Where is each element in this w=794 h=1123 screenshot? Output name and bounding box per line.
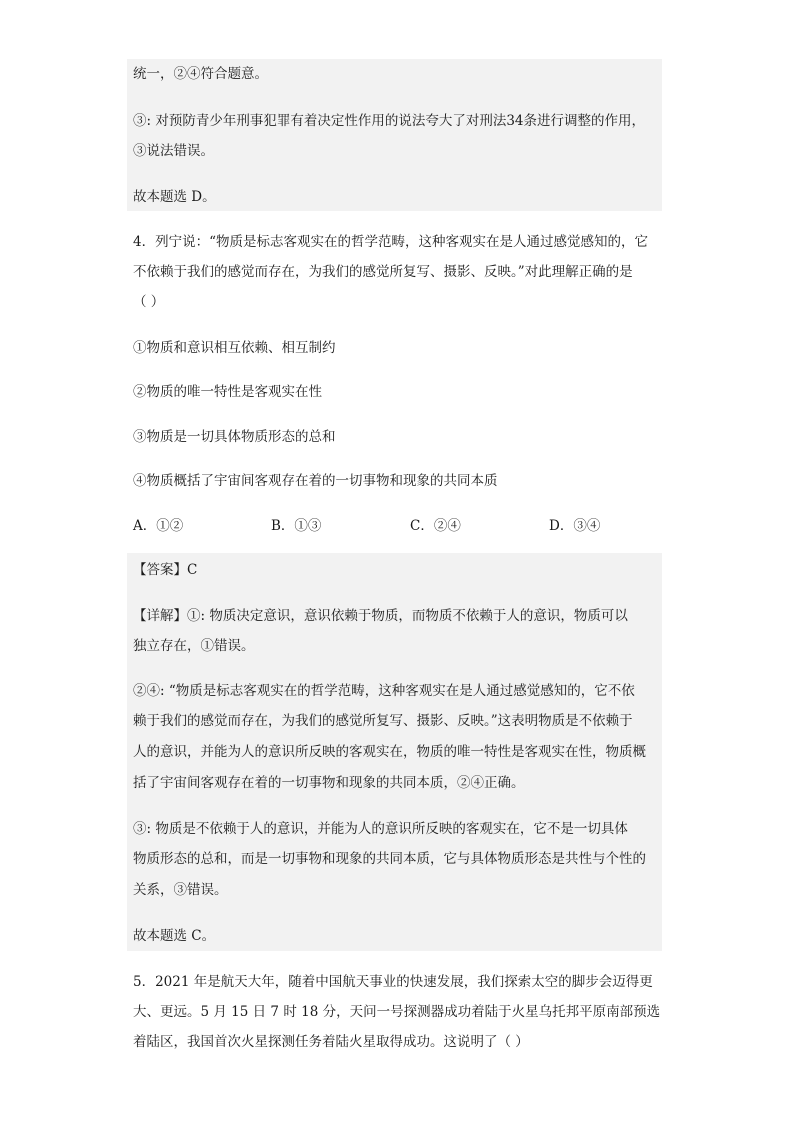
q4-stem-line-3: （ ） bbox=[133, 294, 165, 310]
q5-stem-line-3: 着陆区，我国首次火星探测任务着陆火星取得成功。这说明了（ ） bbox=[133, 1034, 529, 1050]
q4-detail-line-3: ②④: “物质是标志客观实在的哲学范畴，这种客观实在是人通过感觉感知的，它不依 bbox=[133, 683, 635, 699]
prev-answer-line-1: 统一，②④符合题意。 bbox=[133, 66, 268, 82]
q5-stem-line-1: 5．2021 年是航天大年，随着中国航天事业的快速发展，我们探索太空的脚步会迈得更 bbox=[133, 974, 653, 990]
q4-statement-1: ①物质和意识相互依赖、相互制约 bbox=[133, 340, 336, 356]
q4-detail-line-4: 赖于我们的感觉而存在，为我们的感觉所复写、摄影、反映。”这表明物质是不依赖于 bbox=[133, 713, 633, 729]
q4-stem-line-1: 4．列宁说：“物质是标志客观实在的哲学范畴，这种客观实在是人通过感觉感知的，它 bbox=[133, 234, 648, 250]
q4-statement-4: ④物质概括了宇宙间客观存在着的一切事物和现象的共同本质 bbox=[133, 473, 498, 489]
q4-statement-3: ③物质是一切具体物质形态的总和 bbox=[133, 429, 336, 445]
q4-detail-line-7: ③: 物质是不依赖于人的意识，并能为人的意识所反映的客观实在，它不是一切具体 bbox=[133, 821, 628, 837]
q4-statement-2: ②物质的唯一特性是客观实在性 bbox=[133, 384, 322, 400]
q4-conclusion: 故本题选 C。 bbox=[133, 928, 216, 944]
q4-answer: 【答案】C bbox=[133, 562, 198, 578]
q4-detail-line-6: 括了宇宙间客观存在着的一切事物和现象的共同本质，②④正确。 bbox=[133, 775, 525, 791]
prev-answer-conclusion: 故本题选 D。 bbox=[133, 189, 216, 205]
q4-detail-line-2: 独立存在，①错误。 bbox=[133, 638, 255, 654]
prev-answer-line-2: ③: 对预防青少年刑事犯罪有着决定性作用的说法夸大了对刑法34条进行调整的作用， bbox=[133, 113, 646, 129]
q4-detail-line-8: 物质形态的总和，而是一切事物和现象的共同本质，它与具体物质形态是共性与个性的 bbox=[133, 851, 646, 867]
q4-option-b: B．①③ bbox=[271, 518, 322, 534]
q4-detail-line-1: 【详解】①: 物质决定意识，意识依赖于物质，而物质不依赖于人的意识，物质可以 bbox=[133, 608, 628, 624]
q4-option-a: A．①② bbox=[133, 518, 184, 534]
q4-option-d: D．③④ bbox=[549, 518, 601, 534]
q4-option-c: C．②④ bbox=[410, 518, 461, 534]
q5-stem-line-2: 大、更远。5 月 15 日 7 时 18 分，天问一号探测器成功着陆于火星乌托邦平原南部预选 bbox=[133, 1004, 661, 1020]
prev-answer-line-3: ③说法错误。 bbox=[133, 143, 214, 159]
q4-detail-line-5: 人的意识，并能为人的意识所反映的客观实在，物质的唯一特性是客观实在性，物质概 bbox=[133, 744, 646, 760]
q4-detail-line-9: 关系，③错误。 bbox=[133, 882, 228, 898]
q4-stem-line-2: 不依赖于我们的感觉而存在，为我们的感觉所复写、摄影、反映。”对此理解正确的是 bbox=[133, 264, 633, 280]
